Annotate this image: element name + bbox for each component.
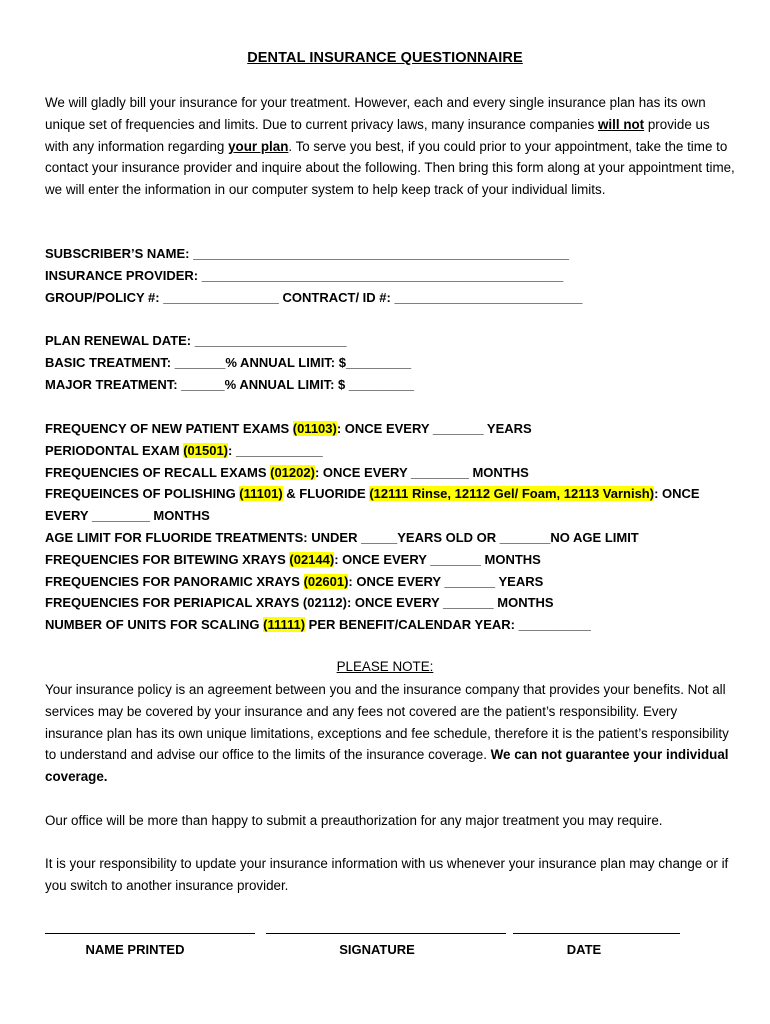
intro-paragraph — [45, 92, 735, 201]
recall-exam-field[interactable] — [45, 462, 745, 484]
date-line[interactable] — [513, 933, 680, 934]
recall-blank: : ONCE EVERY ________ MONTHS — [314, 464, 529, 480]
fluoride-label: & FLUORIDE — [282, 486, 370, 502]
recall-code: (01202) — [270, 464, 315, 480]
perio-blank: : ____________ — [228, 442, 323, 458]
signature-label: SIGNATURE — [339, 942, 415, 957]
plan-renewal-field[interactable]: PLAN RENEWAL DATE: _____________________ — [45, 333, 347, 348]
fluoride-codes: (12111 Rinse, 12112 Gel/ Foam, 12113 Varnish) — [369, 486, 655, 502]
insurance-provider-field[interactable]: INSURANCE PROVIDER: __________________________________________________ — [45, 267, 564, 283]
periapical-xray-field[interactable]: FREQUENCIES FOR PERIAPICAL XRAYS (02112): ONCE EVERY _______ MONTHS — [45, 595, 554, 611]
note-paragraph — [45, 679, 735, 788]
polish-once: : ONCE — [654, 486, 700, 502]
frequency-section — [45, 418, 745, 636]
page-title: DENTAL INSURANCE QUESTIONNAIRE — [247, 50, 523, 66]
polishing-fluoride-field[interactable] — [45, 483, 745, 505]
name-printed-label: NAME PRINTED — [85, 942, 185, 957]
subscriber-name-field[interactable]: SUBSCRIBER’S NAME: ____________________________________________________ — [45, 246, 570, 261]
new-patient-exam-field[interactable] — [45, 418, 745, 440]
new-patient-blank: : ONCE EVERY _______ YEARS — [336, 421, 532, 436]
panoramic-xray-field[interactable] — [45, 571, 745, 593]
recall-label: FREQUENCIES OF RECALL EXAMS — [45, 464, 271, 480]
perio-label: PERIODONTAL EXAM — [45, 442, 184, 458]
fluoride-age-limit-field[interactable]: AGE LIMIT FOR FLUORIDE TREATMENTS: UNDER _____YEARS OLD OR _______NO AGE LIMIT — [45, 529, 639, 545]
bitewing-code: (02144) — [289, 551, 335, 567]
scaling-label: NUMBER OF UNITS FOR SCALING — [45, 617, 264, 633]
pano-code: (02601) — [303, 573, 349, 589]
intro-text-2: provide us with any information regarding — [45, 116, 710, 154]
pano-label: FREQUENCIES FOR PANORAMIC XRAYS — [45, 573, 304, 589]
intro-text-1: We will gladly bill your insurance for your treatment. However, each and every single insurance plan has its own unique set of frequencies and limits. Due to current privacy laws, many insurance companies — [45, 95, 706, 132]
scaling-units-field[interactable] — [45, 614, 745, 636]
periodontal-exam-field[interactable] — [45, 440, 745, 462]
bitewing-blank: : ONCE EVERY _______ MONTHS — [334, 551, 541, 567]
note-bold-warning: We can not guarantee your individual coverage. — [45, 747, 729, 785]
pano-blank: : ONCE EVERY _______ YEARS — [348, 573, 544, 589]
bitewing-xray-field[interactable] — [45, 549, 745, 571]
date-label: DATE — [566, 942, 602, 957]
please-note-heading: PLEASE NOTE: — [336, 659, 434, 674]
polish-label: FREQUEINCES OF POLISHING — [45, 486, 240, 502]
plan-section — [45, 330, 745, 395]
signature-line[interactable] — [266, 933, 506, 934]
note-body: Your insurance policy is an agreement between you and the insurance company that provides your benefits. Not all services may be covered by your insurance and any fees not covered are the patient’s responsibility. Every insurance plan has its own unique limitations, exceptions and fee schedule, therefore it is the patient’s responsibility to understand and advise our office to the limits of the insurance coverage. — [45, 682, 729, 763]
preauth-paragraph: Our office will be more than happy to submit a preauthorization for any major treatment you may require. — [45, 813, 663, 828]
basic-treatment-field[interactable]: BASIC TREATMENT: _______% ANNUAL LIMIT: $_________ — [45, 354, 412, 370]
intro-text-3: . To serve you best, if you could prior to your appointment, take the time to contact your insurance provider and inquire about the following. Then bring this form along at your appointment time, we will enter the information in our computer system to help keep track of your individual limits. — [45, 138, 735, 198]
scaling-blank: PER BENEFIT/CALENDAR YEAR: __________ — [305, 617, 591, 633]
new-patient-label: FREQUENCY OF NEW PATIENT EXAMS — [45, 421, 293, 436]
major-treatment-field[interactable]: MAJOR TREATMENT: ______% ANNUAL LIMIT: $ _________ — [45, 376, 414, 392]
name-printed-line[interactable] — [45, 933, 255, 934]
polishing-months-field[interactable]: EVERY ________ MONTHS — [45, 508, 210, 524]
perio-code: (01501) — [183, 442, 229, 458]
new-patient-code: (01103) — [292, 421, 337, 436]
intro-will-not: will not — [598, 116, 645, 132]
subscriber-section — [45, 243, 745, 308]
polish-code: (11101) — [239, 486, 283, 502]
update-paragraph: It is your responsibility to update your insurance information with us whenever your insurance plan may change or if you switch to another insurance provider. — [45, 856, 729, 893]
scaling-code: (11111) — [263, 617, 306, 633]
group-policy-field[interactable]: GROUP/POLICY #: ________________ CONTRACT/ ID #: __________________________ — [45, 289, 583, 305]
bitewing-label: FREQUENCIES FOR BITEWING XRAYS — [45, 551, 290, 567]
intro-your-plan: your plan — [228, 138, 289, 154]
